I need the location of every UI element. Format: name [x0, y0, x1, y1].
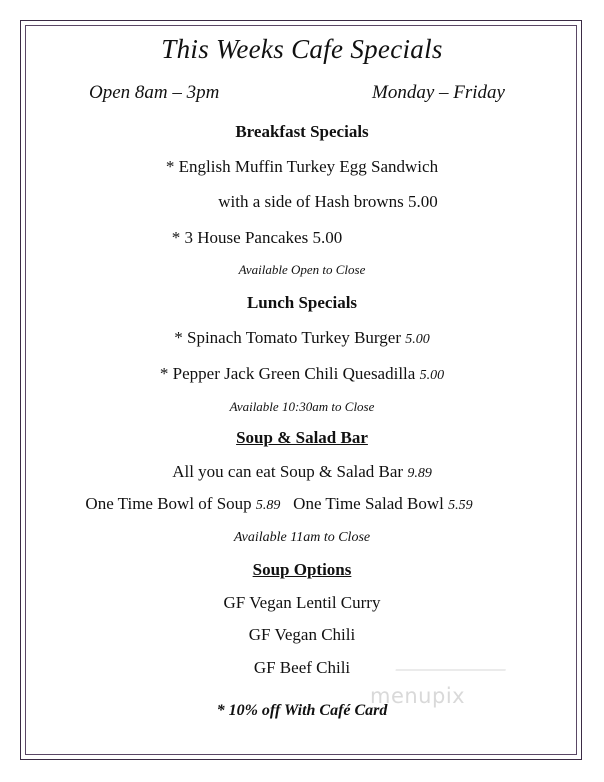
soup-options-heading — [0, 560, 604, 580]
soup-salad-availability: Available 11am to Close — [233, 530, 371, 545]
lunch-item-quesadilla — [0, 364, 604, 384]
watermark-logo: menupix — [370, 684, 466, 708]
lunch-item-quesadilla-name: * Pepper Jack Green Chili Quesadilla — [159, 364, 420, 383]
soup-option-item: GF Beef Chili — [253, 658, 351, 677]
lunch-item-quesadilla-price: 5.00 — [419, 368, 445, 383]
breakfast-item-sandwich: * English Muffin Turkey Egg Sandwich — [165, 157, 439, 176]
bowl-soup-label: One Time Bowl of Soup — [85, 494, 256, 513]
watermark-swoosh — [394, 669, 506, 677]
lunch-item-burger-price: 5.00 — [405, 332, 430, 347]
salad-bowl-price: 5.59 — [448, 498, 473, 513]
promo-text: * 10% off With Café Card — [216, 702, 388, 719]
breakfast-item-pancakes: * 3 House Pancakes 5.00 — [171, 228, 343, 247]
bowl-soup-price: 5.89 — [255, 498, 281, 513]
lunch-heading: Lunch Specials — [246, 293, 358, 312]
open-hours: Open 8am – 3pm — [89, 82, 220, 103]
all-you-can-eat-label: All you can eat Soup & Salad Bar — [172, 462, 408, 481]
breakfast-item-sandwich-side: with a side of Hash browns 5.00 — [218, 192, 438, 211]
breakfast-heading: Breakfast Specials — [235, 122, 369, 141]
lunch-item-burger — [0, 328, 604, 348]
breakfast-availability: Available Open to Close — [238, 262, 366, 277]
all-you-can-eat-price: 9.89 — [407, 466, 432, 481]
soup-option-item: GF Vegan Chili — [248, 625, 356, 644]
salad-bowl-label: One Time Salad Bowl — [293, 494, 449, 513]
soup-salad-heading-text: Soup & Salad Bar — [236, 428, 368, 447]
all-you-can-eat — [0, 462, 604, 482]
one-time-bowls — [0, 494, 581, 514]
soup-options-heading-text: Soup Options — [252, 560, 352, 579]
soup-salad-heading — [0, 428, 604, 448]
lunch-availability: Available 10:30am to Close — [229, 399, 375, 414]
menu-title: This Weeks Cafe Specials — [161, 34, 443, 64]
lunch-item-burger-name: * Spinach Tomato Turkey Burger — [174, 328, 406, 347]
open-days: Monday – Friday — [372, 82, 505, 103]
soup-option-item: GF Vegan Lentil Curry — [223, 593, 381, 612]
